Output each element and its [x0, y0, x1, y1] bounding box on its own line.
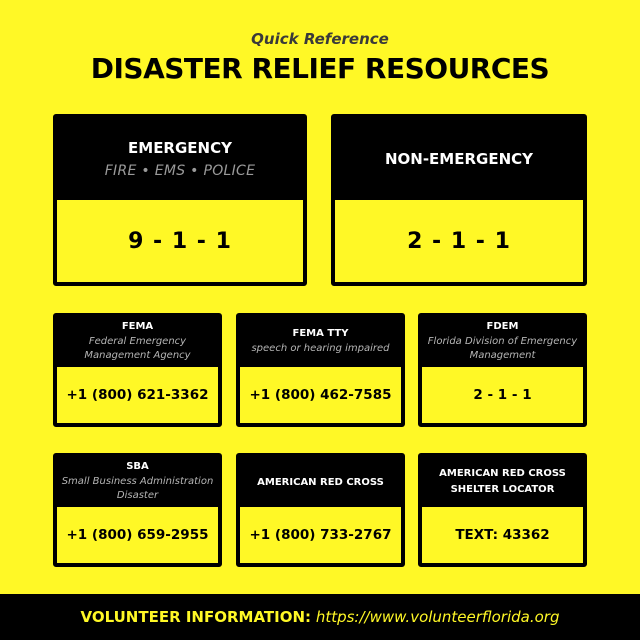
non-emergency-card-number: 2 - 1 - 1 [335, 200, 583, 282]
red-cross-card-name: AMERICAN RED CROSS [257, 476, 384, 488]
fdem-card-name: FDEM [486, 321, 519, 332]
shelter-locator-card-name: AMERICAN RED CROSS SHELTER LOCATOR [439, 468, 566, 495]
red-cross-card-number: +1 (800) 733-2767 [240, 507, 401, 563]
fdem-card-description: Florida Division of Emergency Management [427, 336, 578, 361]
sba-card-header [57, 457, 218, 507]
fema-card-number: +1 (800) 621-3362 [57, 367, 218, 423]
emergency-card-number: 9 - 1 - 1 [57, 200, 303, 282]
fdem-card-header [422, 317, 583, 367]
fema-card [53, 313, 222, 427]
fdem-card-number: 2 - 1 - 1 [422, 367, 583, 423]
fema-tty-card-name: FEMA TTY [292, 328, 349, 339]
sba-card-name: SBA [126, 461, 149, 472]
emergency-card [53, 114, 307, 286]
non-emergency-card-header [335, 118, 583, 200]
emergency-card-header [57, 118, 303, 200]
sba-card [53, 453, 222, 567]
fema-tty-card-description: speech or hearing impaired [251, 343, 390, 354]
shelter-locator-card-number: TEXT: 43362 [422, 507, 583, 563]
non-emergency-card-name: NON-EMERGENCY [384, 150, 534, 168]
emergency-card-name: EMERGENCY [128, 139, 232, 157]
volunteer-label: VOLUNTEER INFORMATION: [80, 608, 312, 626]
shelter-locator-card-header [422, 457, 583, 507]
emergency-card-services: FIRE • EMS • POLICE [104, 163, 256, 179]
page-title: DISASTER RELIEF RESOURCES [90, 52, 550, 85]
red-cross-card [236, 453, 405, 567]
volunteer-footer [0, 594, 640, 640]
volunteer-link[interactable]: https://www.volunteerflorida.org [315, 608, 560, 626]
sba-card-description: Small Business Administration Disaster [61, 476, 214, 501]
fema-tty-card-number: +1 (800) 462-7585 [240, 367, 401, 423]
page-subtitle: Quick Reference [251, 30, 389, 48]
fema-card-name: FEMA [121, 321, 154, 332]
fema-tty-card [236, 313, 405, 427]
shelter-locator-card [418, 453, 587, 567]
fema-card-header [57, 317, 218, 367]
fema-card-description: Federal Emergency Management Agency [84, 336, 191, 361]
fdem-card [418, 313, 587, 427]
sba-card-number: +1 (800) 659-2955 [57, 507, 218, 563]
non-emergency-card [331, 114, 587, 286]
red-cross-card-header [240, 457, 401, 507]
fema-tty-card-header [240, 317, 401, 367]
